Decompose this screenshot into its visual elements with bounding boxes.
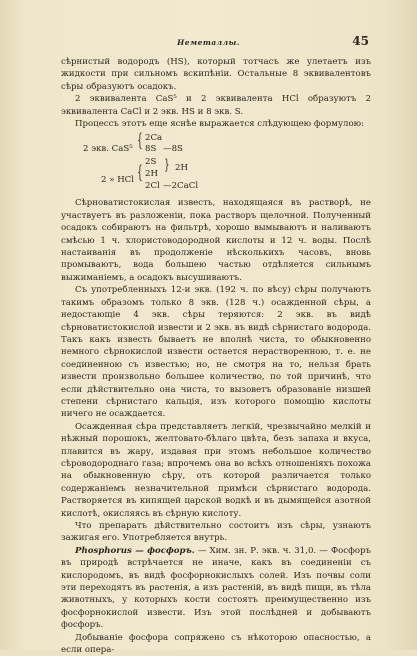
paragraph: Добыванiе фосфора сопряжено съ нѣкоторою опасностью, а если опера-	[61, 632, 371, 656]
formula-item: 2S	[145, 157, 157, 168]
paragraph: Осажденная сѣра представляетъ легкiй, чрезвычайно мелкiй и нѣжный порошокъ, желтовато-бѣлаго цвѣта, безъ запаха и вкуса, плавится въ жару, издавая при этомъ небольшое количество сѣроводороднаго газа; впрочемъ она во всѣхъ отношенiяхъ похожа на обыкновенную сѣру, отъ которой различается только содержанiемъ незначительной примѣси сѣрнистаго водорода. Растворяется въ кипящей царской водкѣ и въ дымящейся азотной кислотѣ, окисляясь въ сѣрную кислоту.	[61, 421, 371, 519]
left-brace: {	[137, 132, 143, 153]
formula-product: —2CaCl	[163, 181, 199, 192]
formula-item: 2Ca	[145, 133, 163, 144]
body-text	[61, 56, 371, 656]
paragraph: Что препаратъ дѣйствительно состоитъ изъ сѣры, узнаютъ зажигая его. Употребляется внутрь.	[61, 521, 371, 544]
formula-item: 2Cl	[145, 181, 160, 192]
formula-product: 2H	[175, 163, 188, 174]
formula-item: 2H	[145, 169, 158, 180]
page-header	[0, 34, 417, 50]
right-brace: }	[164, 158, 170, 175]
phosphorus-term: Phosphorus — фосфоръ.	[75, 545, 195, 556]
page-number: 45	[352, 34, 369, 48]
formula-product: —8S	[163, 144, 183, 155]
left-brace: {	[137, 164, 143, 185]
formula-reactant-casulfide: 2 экв. CaS⁵	[83, 144, 133, 155]
formula-item: 8S	[145, 144, 157, 155]
paragraph: Съ употребленныхъ 12-и экв. (192 ч. по вѣсу) сѣры получаютъ такимъ образомъ только 8 экв. (128 ч.) осажденной сѣры, а недостающiе 4 экв. сѣры теряются: 2 экв. въ видѣ сѣрноватистокислой извести и 2 экв. въ видѣ сѣрнистаго водорода. Такъ какъ известь бываетъ не вполнѣ чиста, то обыкновенно немного сѣрнокислой извести остается нерастворенною, т. е. не соединенною съ известью; но, не смотря на то, нельзя брать извести произвольно большее количество, по той причинѣ, что если дѣйствительно она чиста, то вызоветъ образованiе низшей степени сѣрнистаго кальцiя, изъ которого помощiю кислоты ничего не осаждается.	[61, 285, 371, 420]
paragraph: Сѣрноватистокислая известь, находящаяся въ растворѣ, не участвуетъ въ разложенiи, пока растворъ щелочной. Полученный осадокъ собираютъ на фильтрѣ, хорошо вымываютъ и наливаютъ смѣсью 1 ч. хлористоводородной кислоты и 12 ч. воды. Послѣ настаиванiя въ продолженiе нѣсколькихъ часовъ, вновь промываютъ, вода большею частью отдѣляется сильнымъ выжиманiемъ, а осадокъ высушиваютъ.	[61, 198, 371, 283]
paragraph: сѣрнистый водородъ (НS), который тотчасъ же улетаетъ изъ жидкости при сильномъ вскипѣнiи. Остальные 8 эквивалентовъ сѣры образуютъ осадокъ.	[61, 57, 371, 92]
paragraph: 2 эквивалента CaS⁵ и 2 эквивалента HCl образуютъ 2 эквивалента CaCl и 2 экв. HS и 8 экв. S.	[61, 94, 371, 117]
running-head: Неметаллы.	[177, 38, 240, 47]
formula-reactant-hcl: 2 » HCl	[101, 175, 135, 186]
paragraph: Процессъ этотъ еще яснѣе выражается слѣдующею формулою:	[75, 119, 365, 130]
paragraph-phosphorus	[61, 545, 371, 632]
chemical-formula	[61, 132, 371, 194]
phosphorus-text: — Хим. зн. Р. экв. ч. 31,0. — Фосфоръ въ природѣ встрѣчается не иначе, какъ въ соединенiи съ кислородомъ, въ видѣ фосфорнокислыхъ солей. Изъ почвы соли эти переходятъ въ растенiя, а изъ растенiй, въ видѣ пищи, въ тѣла животныхъ, у которыхъ кости состоятъ преимущественно изъ фосфорнокислой извести. Изъ этой послѣдней и добываютъ фосфоръ.	[61, 545, 371, 631]
